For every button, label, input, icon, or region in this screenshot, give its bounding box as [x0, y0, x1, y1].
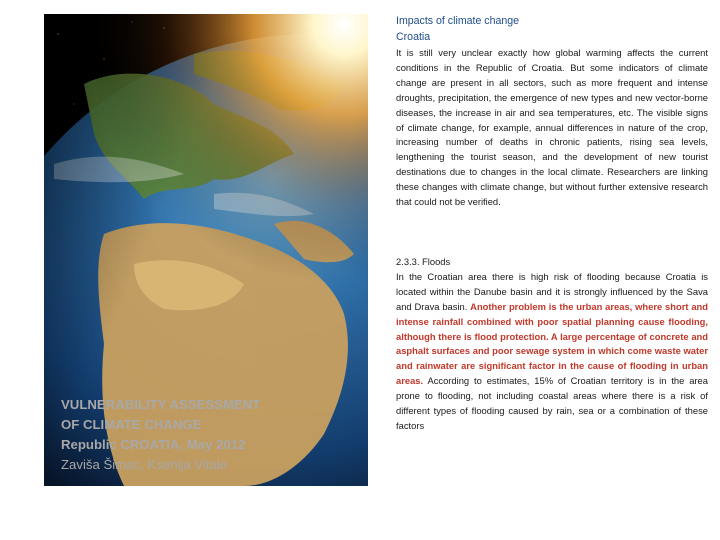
floods-text-after: According to estimates, 15% of Croatian territory is in the area prone to flooding, not including coastal areas where there is a risk of different types of flooding caused by rain, sea or a combination of these factors — [396, 375, 708, 431]
floods-highlight: Another problem is the urban areas, where short and intense rainfall combined with poor spatial planning cause flooding, although there is flood protection. A large percentage of concrete and asphalt surfaces and poor sewage system in which come waste water and rainwater are significant factor in the cause of flooding in urban areas. — [396, 300, 708, 387]
intro-paragraph: It is still very unclear exactly how global warming affects the current conditions in the Republic of Croatia. But some indicators of climate change are present in all sectors, such as more frequent and intense droughts, precipitation, the emergence of new types and new vector-borne diseases, the increase in air and sea temperatures, etc. The visible signs of climate change, for example, annual differences in nature of the crop, increasing number of deaths in chronic patients, rising sea levels, lengthening the tourist season, and the development of new tourist destinations due to changes in the local climate. Researchers are linking these changes with climate change, but without further extensive research that could not be verified. — [396, 47, 708, 208]
page-title-line2: Croatia — [396, 30, 431, 43]
cover-caption — [61, 395, 361, 475]
page-title — [396, 14, 519, 45]
cover-title-line2: OF CLIMATE CHANGE — [61, 417, 202, 432]
floods-body — [396, 270, 708, 434]
cover-authors: Zaviša Šimac, Ksenija Vitale — [61, 457, 228, 472]
cover-image — [44, 14, 368, 486]
cover-subtitle: Republic CROATIA, May 2012 — [61, 437, 246, 452]
page-title-line1: Impacts of climate change — [396, 15, 520, 27]
floods-section — [396, 255, 708, 434]
floods-heading: 2.3.3. Floods — [396, 256, 451, 267]
floods-text-before: In the Croatian area there is high risk of flooding because Croatia is located within the Danube basin and it is strongly influenced by the Sava and Drava basin. — [396, 270, 708, 312]
cover-title-line1: VULNERABILITY ASSESSMENT — [61, 397, 261, 412]
